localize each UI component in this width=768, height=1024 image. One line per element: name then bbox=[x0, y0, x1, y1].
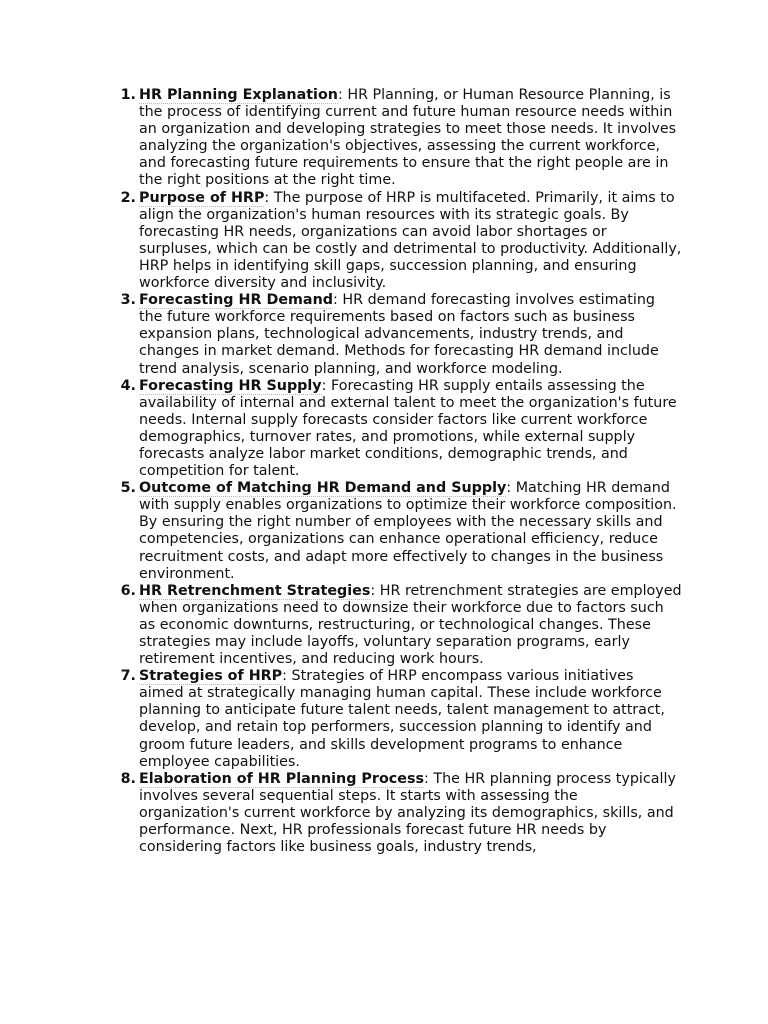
item-title: HR Planning Explanation bbox=[139, 87, 338, 103]
item-text: : HR retrenchment strategies are employed when organizations need to downsize their workforce due to factors such as economic downturns, restructuring, or technological changes. These strategies may include layoffs, voluntary separation programs, early retirement incentives, and reducing work hours. bbox=[139, 582, 682, 668]
list-item bbox=[112, 583, 682, 668]
list-item bbox=[112, 668, 682, 771]
numbered-list bbox=[112, 87, 682, 856]
item-text: : Forecasting HR supply entails assessing the availability of internal and external talent to meet the organization's future needs. Internal supply forecasts consider factors like current workforce demographics, turnover rates, and promotions, while external supply forecasts analyze labor market conditions, demographic trends, and competition for talent. bbox=[139, 377, 677, 480]
list-item bbox=[112, 480, 682, 583]
item-title: Forecasting HR Demand bbox=[139, 292, 333, 309]
item-number: 8. bbox=[120, 770, 136, 787]
item-number: 5. bbox=[120, 480, 136, 497]
item-number: 7. bbox=[120, 668, 136, 685]
list-item bbox=[112, 87, 682, 190]
item-title: Forecasting HR Supply bbox=[139, 377, 322, 394]
item-number: 6. bbox=[120, 582, 136, 599]
item-number: 1. bbox=[120, 87, 136, 103]
item-text: : HR demand forecasting involves estimating the future workforce requirements based on factors such as business expansion plans, technological advancements, industry trends, and changes in market demand. Methods for forecasting HR demand include trend analysis, scenario planning, and workforce modeling. bbox=[139, 292, 659, 377]
item-title: Strategies of HRP bbox=[139, 668, 283, 685]
list-item bbox=[112, 771, 682, 856]
item-number: 2. bbox=[120, 189, 136, 206]
item-title: Outcome of Matching HR Demand and Supply bbox=[139, 480, 507, 497]
item-text: : HR Planning, or Human Resource Planning, is the process of identifying current and future human resource needs within an organization and developing strategies to meet those needs. It involves analyzing the organization's objectives, assessing the current workforce, and forecasting future requirements to ensure that the right people are in the right positions at the right time. bbox=[139, 87, 677, 189]
item-title: HR Retrenchment Strategies bbox=[139, 582, 371, 599]
item-text: : The purpose of HRP is multifaceted. Primarily, it aims to align the organization's human resources with its strategic goals. By forecasting HR needs, organizations can avoid labor shortages or surpluses, which can be costly and detrimental to productivity. Additionally, HRP helps in identifying skill gaps, succession planning, and ensuring workforce diversity and inclusivity. bbox=[139, 189, 682, 292]
item-title: Purpose of HRP bbox=[139, 189, 265, 206]
list-item bbox=[112, 292, 682, 377]
item-text: : The HR planning process typically involves several sequential steps. It starts with assessing the organization's current workforce by analyzing its demographics, skills, and performance. Next, HR professionals forecast future HR needs by considering factors like business goals, industry trends, bbox=[139, 770, 676, 856]
item-text: : Strategies of HRP encompass various initiatives aimed at strategically managing human capital. These include workforce planning to anticipate future talent needs, talent management to attract, develop, and retain top performers, succession planning to identify and groom future leaders, and skills development programs to enhance employee capabilities. bbox=[139, 668, 665, 770]
item-text: : Matching HR demand with supply enables organizations to optimize their workforce composition. By ensuring the right number of employees with the necessary skills and competencies, organizations can enhance operational efficiency, reduce recruitment costs, and adapt more effectively to changes in the business environment. bbox=[139, 480, 677, 582]
item-number: 3. bbox=[120, 292, 136, 309]
item-number: 4. bbox=[120, 377, 136, 394]
list-item bbox=[112, 190, 682, 293]
item-title: Elaboration of HR Planning Process bbox=[139, 770, 424, 787]
list-item bbox=[112, 378, 682, 481]
